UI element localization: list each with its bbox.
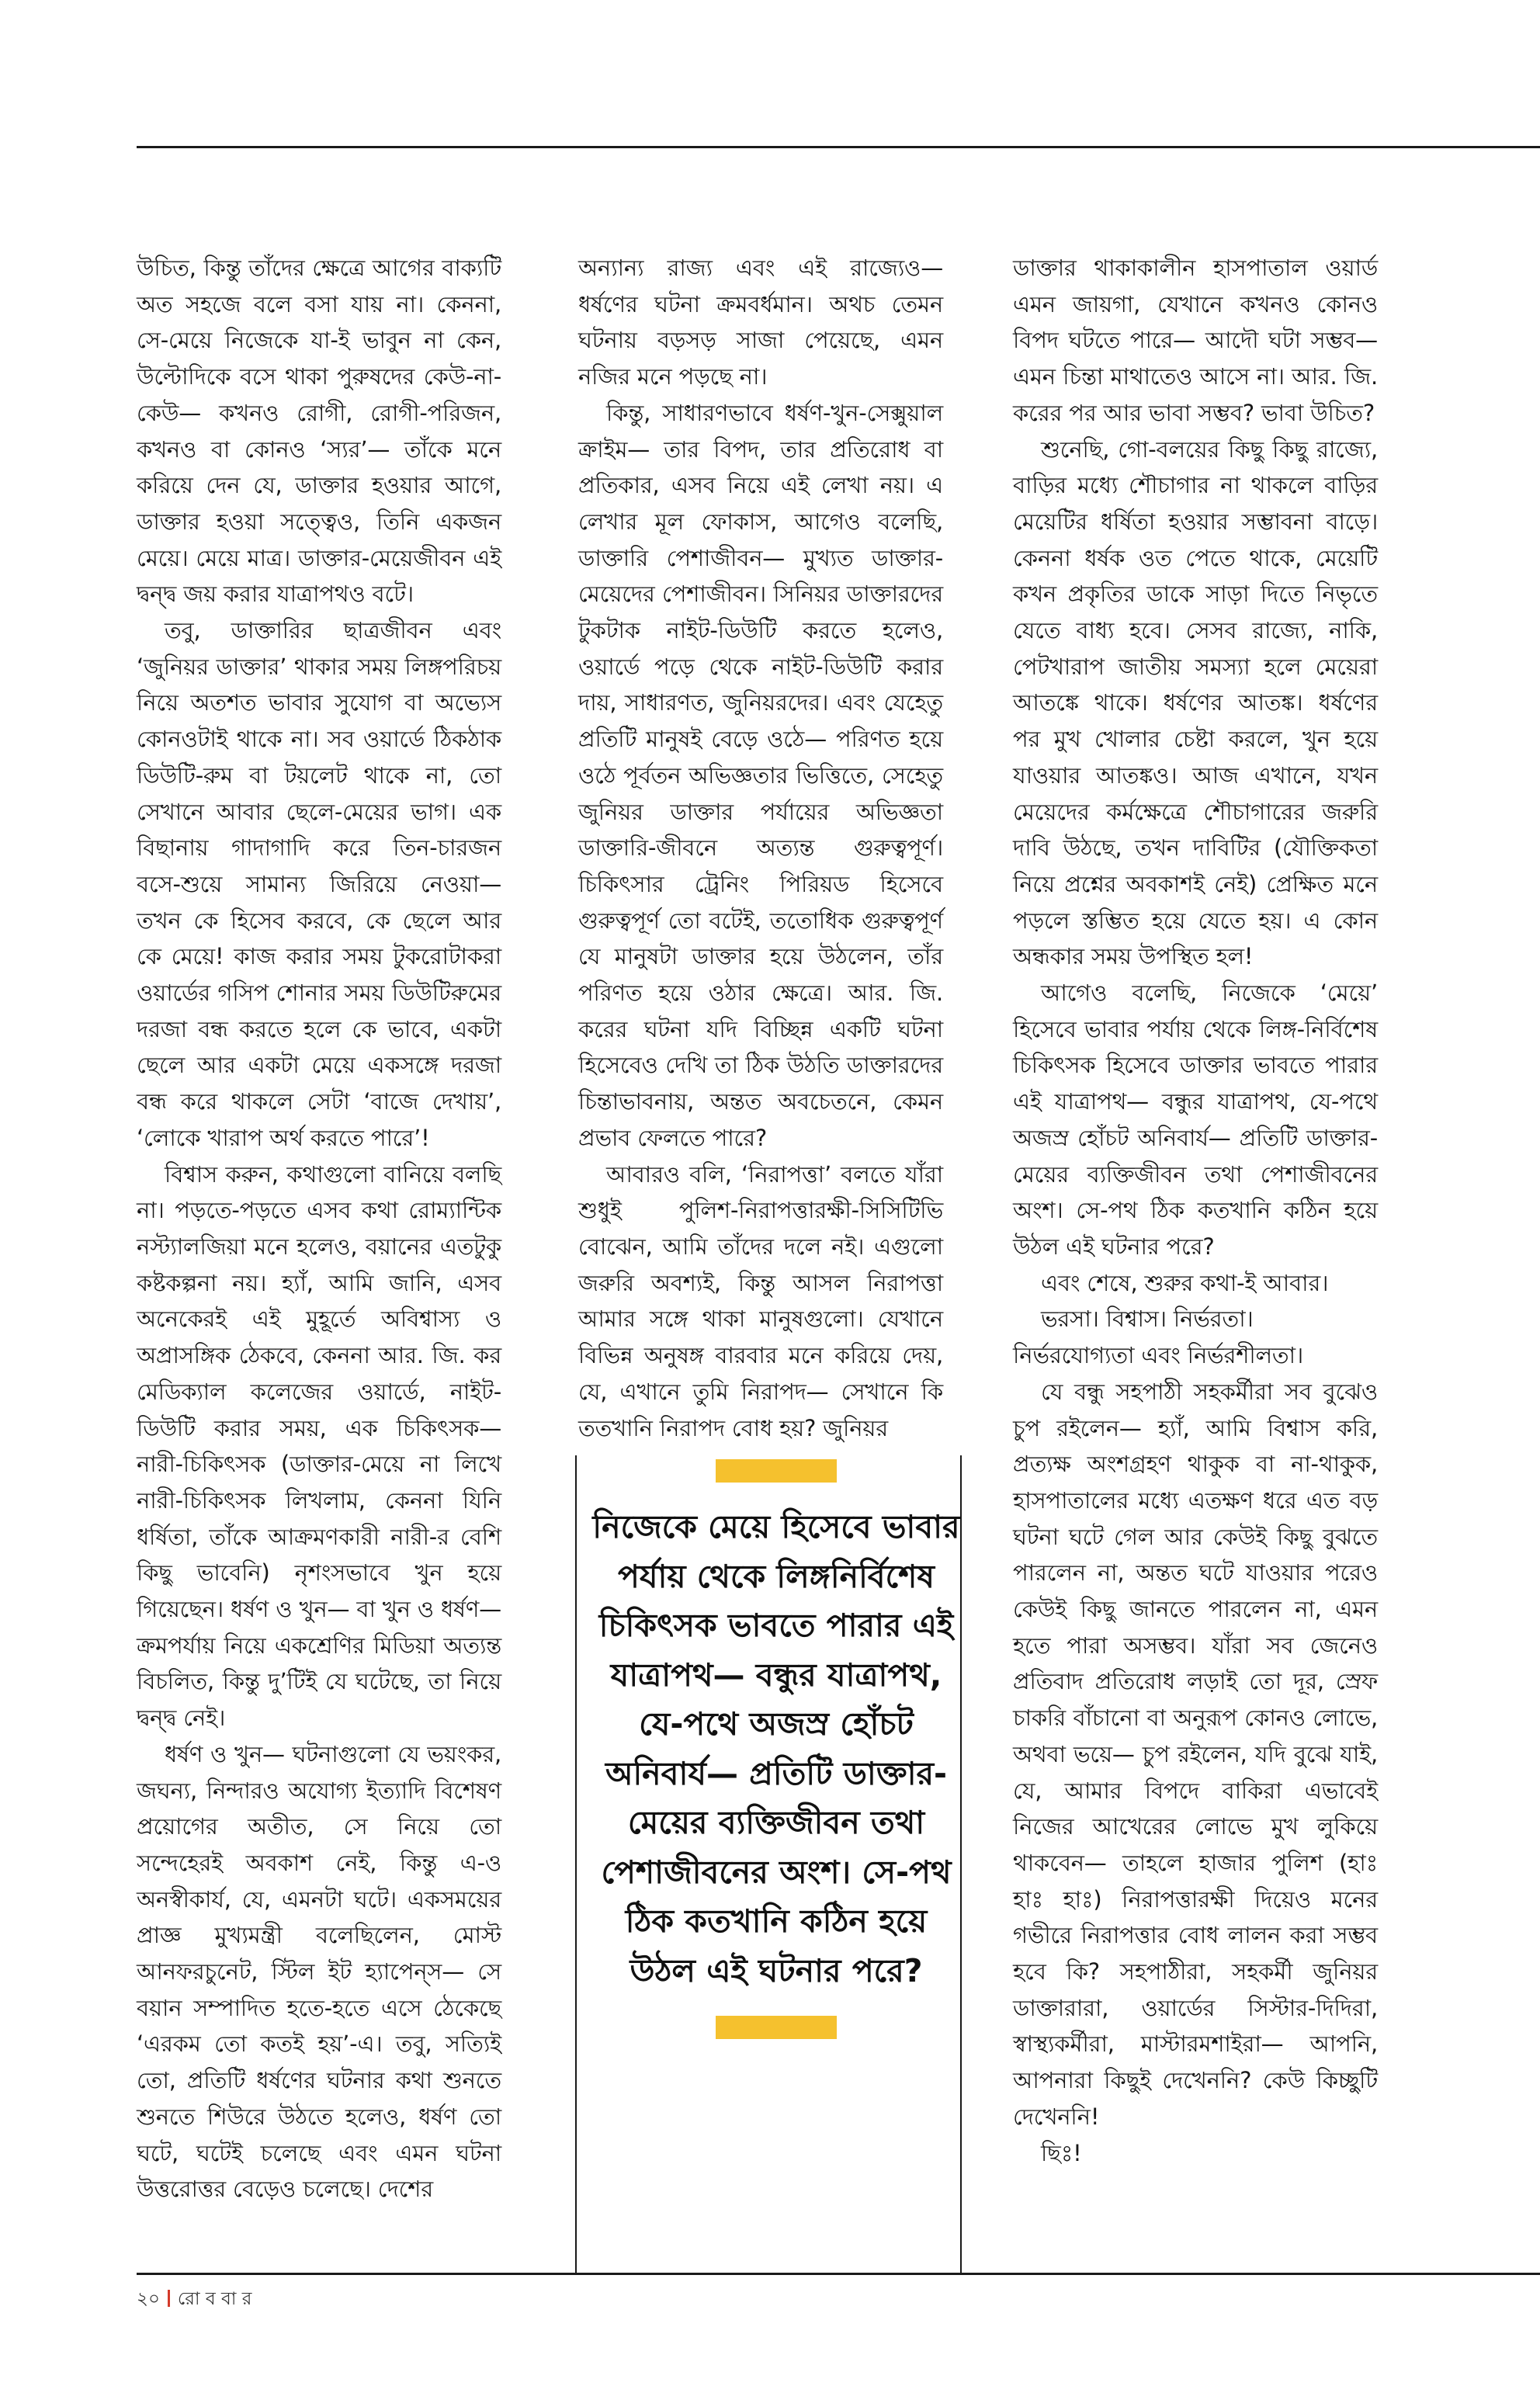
pull-quote: [590, 1459, 962, 2039]
page-footer: [137, 2284, 251, 2315]
paragraph: নির্ভরযোগ্যতা এবং নির্ভরশীলতা।: [1013, 1342, 1304, 1369]
paragraph: ছিঃ!: [1041, 2139, 1082, 2166]
pull-quote-text: নিজেকে মেয়ে হিসেবে ভাবার পর্যায় থেকে লিঙ্গনির্বিশেষ চিকিৎসক ভাবতে পারার এই যাত্রাপথ— বন্ধুর যাত্রাপথ, যে-পথে অজস্র হোঁচট অনিবার্য— প্রতিটি ডাক্তার-মেয়ের ব্যক্তিজীবন তথা পেশাজীবনের অংশ। সে-পথ ঠিক কতখানি কঠিন হয়ে উঠল এই ঘটনার পরে?: [592, 1508, 960, 1989]
paragraph: আগেও বলেছি, নিজেকে ‘মেয়ে’ হিসেবে ভাবার পর্যায় থেকে লিঙ্গ-নির্বিশেষ চিকিৎসক হিসেবে ডাক্তার ভাবতে পারার এই যাত্রাপথ— বন্ধুর যাত্রাপথ, যে-পথে অজস্র হোঁচট অনিবার্য— প্রতিটি ডাক্তার-মেয়ের ব্যক্তিজীবন তথা পেশাজীবনের অংশ। সে-পথ ঠিক কতখানি কঠিন হয়ে উঠল এই ঘটনার পরে?: [1013, 980, 1378, 1260]
top-rule: [137, 146, 1540, 148]
footer-separator: [168, 2290, 170, 2307]
article-column-3: [1013, 250, 1378, 2171]
paragraph: যে বন্ধু সহপাঠী সহকর্মীরা সব বুঝেও চুপ রইলেন— হ্যাঁ, আমি বিশ্বাস করি, প্রত্যক্ষ অংশগ্রহণ থাকুক বা না-থাকুক, হাসপাতালের মধ্যে এতক্ষণ ধরে এত বড় ঘটনা ঘটে গেল আর কেউই কিছু বুঝতে পারলেন না, অন্তত ঘটে যাওয়ার পরেও কেউই কিছু জানতে পারলেন না, এমন হতে পারা অসম্ভব। যাঁরা সব জেনেও প্রতিবাদ প্রতিরোধ লড়াই তো দূর, স্রেফ চাকরি বাঁচানো বা অনুরূপ কোনও লোভে, অথবা ভয়ে— চুপ রইলেন, যদি বুঝে যাই, যে, আমার বিপদে বাকিরা এভাবেই নিজের আখেরের লোভে মুখ লুকিয়ে থাকবেন— তাহলে হাজার পুলিশ (হাঃ হাঃ হাঃ) নিরাপত্তারক্ষী দিয়েও মনের গভীরে নিরাপত্তার বোধ লালন করা সম্ভব হবে কি? সহপাঠীরা, সহকর্মী জুনিয়র ডাক্তারারা, ওয়ার্ডের সিস্টার-দিদিরা, স্বাস্থ্যকর্মীরা, মাস্টারমশাইরা— আপনি, আপনারা কিছুই দেখেননি? কেউ কিচ্ছুটি দেখেননি!: [1013, 1378, 1378, 2130]
paragraph: শুনেছি, গো-বলয়ের কিছু কিছু রাজ্যে, বাড়ির মধ্যে শৌচাগার না থাকলে বাড়ির মেয়েটির ধর্ষিতা হওয়ার সম্ভাবনা বাড়ে। কেননা ধর্ষক ওত পেতে থাকে, মেয়েটি কখন প্রকৃতির ডাকে সাড়া দিতে নিভৃতে যেতে বাধ্য হবে। সেসব রাজ্যে, নাকি, পেটখারাপ জাতীয় সমস্যা হলে মেয়েরা আতঙ্কে থাকে। ধর্ষণের আতঙ্ক। ধর্ষণের পর মুখ খোলার চেষ্টা করলে, খুন হয়ে যাওয়ার আতঙ্কও। আজ এখানে, যখন মেয়েদের কর্মক্ষেত্রে শৌচাগারের জরুরি দাবি উঠছে, তখন দাবিটির (যৌক্তিকতা নিয়ে প্রশ্নের অবকাশই নেই) প্রেক্ষিত মনে পড়লে স্তম্ভিত হয়ে যেতে হয়। এ কোন অন্ধকার সময় উপস্থিত হল!: [1013, 435, 1378, 970]
paragraph: অন্যান্য রাজ্য এবং এই রাজ্যেও— ধর্ষণের ঘটনা ক্রমবর্ধমান। অথচ তেমন ঘটনায় বড়সড় সাজা পেয়েছে, এমন নজির মনে পড়ছে না।: [578, 255, 943, 390]
paragraph: কিন্তু, সাধারণভাবে ধর্ষণ-খুন-সেক্সুয়াল ক্রাইম— তার বিপদ, তার প্রতিরোধ বা প্রতিকার, এসব নিয়ে এই লেখা নয়। এ লেখার মূল ফোকাস, আগেও বলেছি, ডাক্তারি পেশাজীবন— মুখ্যত ডাক্তার-মেয়েদের পেশাজীবন। সিনিয়র ডাক্তারদের টুকটাক নাইট-ডিউটি করতে হলেও, ওয়ার্ডে পড়ে থেকে নাইট-ডিউটি করার দায়, সাধারণত, জুনিয়রদের। এবং যেহেতু প্রতিটি মানুষই বেড়ে ওঠে— পরিণত হয়ে ওঠে পূর্বতন অভিজ্ঞতার ভিত্তিতে, সেহেতু জুনিয়র ডাক্তার পর্যায়ের অভিজ্ঞতা ডাক্তারি-জীবনে অত্যন্ত গুরুত্বপূর্ণ। চিকিৎসার ট্রেনিং পিরিয়ড হিসেবে গুরুত্বপূর্ণ তো বটেই, ততোধিক গুরুত্বপূর্ণ যে মানুষটা ডাক্তার হয়ে উঠলেন, তাঁর পরিণত হয়ে ওঠার ক্ষেত্রে। আর. জি. করের ঘটনা যদি বিচ্ছিন্ন একটি ঘটনা হিসেবেও দেখি তা ঠিক উঠতি ডাক্তারদের চিন্তাভাবনায়, অন্তত অবচেতনে, কেমন প্রভাব ফেলতে পারে?: [578, 399, 943, 1151]
paragraph: এবং শেষে, শুরুর কথা-ই আবার।: [1041, 1269, 1329, 1296]
page-number: ২০: [137, 2289, 160, 2309]
magazine-name: রো ব বা র: [177, 2289, 252, 2309]
paragraph: ধর্ষণ ও খুন— ঘটনাগুলো যে ভয়ংকর, জঘন্য, নিন্দারও অযোগ্য ইত্যাদি বিশেষণ প্রয়োগের অতীত, সে নিয়ে তো সন্দেহেরই অবকাশ নেই, কিন্তু এ-ও অনস্বীকার্য, যে, এমনটা ঘটে। একসময়ের প্রাজ্ঞ মুখ্যমন্ত্রী বলেছিলেন, মোস্ট আনফরচুনেট, স্টিল ইট হ্যাপেন্‌স— সে বয়ান সম্পাদিত হতে-হতে এসে ঠেকেছে ‘এরকম তো কতই হয়’-এ। তবু, সত্যিই তো, প্রতিটি ধর্ষণের ঘটনার কথা শুনতে শুনতে শিউরে উঠতে হলেও, ধর্ষণ তো ঘটে, ঘটেই চলেছে এবং এমন ঘটনা উত্তরোত্তর বেড়েও চলেছে। দেশের: [137, 1740, 501, 2203]
article-column-2: [578, 250, 943, 1446]
paragraph: ডাক্তার থাকাকালীন হাসপাতাল ওয়ার্ড এমন জায়গা, যেখানে কখনও কোনও বিপদ ঘটতে পারে— আদৌ ঘটা সম্ভব— এমন চিন্তা মাথাতেও আসে না। আর. জি. করের পর আর ভাবা সম্ভব? ভাবা উচিত?: [1013, 255, 1378, 426]
paragraph: ভরসা। বিশ্বাস। নির্ভরতা।: [1041, 1306, 1254, 1333]
pull-quote-top-bar: [716, 1459, 837, 1483]
article-column-1: [137, 250, 501, 2207]
paragraph: আবারও বলি, ‘নিরাপত্তা’ বলতে যাঁরা শুধুই পুলিশ-নিরাপত্তারক্ষী-সিসিটিভি বোঝেন, আমি তাঁদের দলে নই। এগুলো জরুরি অবশ্যই, কিন্তু আসল নিরাপত্তা আমার সঙ্গে থাকা মানুষগুলো। যেখানে বিভিন্ন অনুষঙ্গ বারবার মনে করিয়ে দেয়, যে, এখানে তুমি নিরাপদ— সেখানে কি ততখানি নিরাপদ বোধ হয়? জুনিয়র: [578, 1160, 943, 1441]
paragraph: বিশ্বাস করুন, কথাগুলো বানিয়ে বলছি না। পড়তে-পড়তে এসব কথা রোম্যান্টিক নস্ট্যালজিয়া মনে হলেও, বয়ানের এতটুকু কষ্টকল্পনা নয়। হ্যাঁ, আমি জানি, এসব অনেকেরই এই মুহূর্তে অবিশ্বাস্য ও অপ্রাসঙ্গিক ঠেকবে, কেননা আর. জি. কর মেডিক্যাল কলেজের ওয়ার্ডে, নাইট-ডিউটি করার সময়, এক চিকিৎসক— নারী-চিকিৎসক (ডাক্তার-মেয়ে না লিখে নারী-চিকিৎসক লিখলাম, কেননা যিনি ধর্ষিতা, তাঁকে আক্রমণকারী নারী-র বেশি কিছু ভাবেনি) নৃশংসভাবে খুন হয়ে গিয়েছেন। ধর্ষণ ও খুন— বা খুন ও ধর্ষণ— ক্রমপর্যায় নিয়ে একশ্রেণির মিডিয়া অত্যন্ত বিচলিত, কিন্তু দু’টিই যে ঘটেছে, তা নিয়ে দ্বন্দ্ব নেই।: [137, 1160, 501, 1732]
paragraph: উচিত, কিন্তু তাঁদের ক্ষেত্রে আগের বাক্যটি অত সহজে বলে বসা যায় না। কেননা, সে-মেয়ে নিজেকে যা-ই ভাবুন না কেন, উল্টোদিকে বসে থাকা পুরুষদের কেউ-না-কেউ— কখনও রোগী, রোগী-পরিজন, কখনও বা কোনও ‘স্যর’— তাঁকে মনে করিয়ে দেন যে, ডাক্তার হওয়ার আগে, ডাক্তার হওয়া সত্ত্বেও, তিনি একজন মেয়ে। মেয়ে মাত্র। ডাক্তার-মেয়েজীবন এই দ্বন্দ্ব জয় করার যাত্রাপথও বটে।: [137, 255, 501, 608]
column-divider-left: [575, 1455, 577, 2274]
paragraph: তবু, ডাক্তারির ছাত্রজীবন এবং ‘জুনিয়র ডাক্তার’ থাকার সময় লিঙ্গপরিচয় নিয়ে অতশত ভাবার সুযোগ বা অভ্যেস কোনওটাই থাকে না। সব ওয়ার্ডে ঠিকঠাক ডিউটি-রুম বা টয়লেট থাকে না, তো সেখানে আবার ছেলে-মেয়ের ভাগ। এক বিছানায় গাদাগাদি করে তিন-চারজন বসে-শুয়ে সামান্য জিরিয়ে নেওয়া— তখন কে হিসেব করবে, কে ছেলে আর কে মেয়ে! কাজ করার সময় টুকরোটাকরা ওয়ার্ডের গসিপ শোনার সময় ডিউটিরুমের দরজা বন্ধ করতে হলে কে ভাবে, একটা ছেলে আর একটা মেয়ে একসঙ্গে দরজা বন্ধ করে থাকলে সেটা ‘বাজে দেখায়’, ‘লোকে খারাপ অর্থ করতে পারে’!: [137, 617, 501, 1151]
pull-quote-bottom-bar: [716, 2016, 837, 2039]
bottom-rule: [137, 2273, 1540, 2275]
